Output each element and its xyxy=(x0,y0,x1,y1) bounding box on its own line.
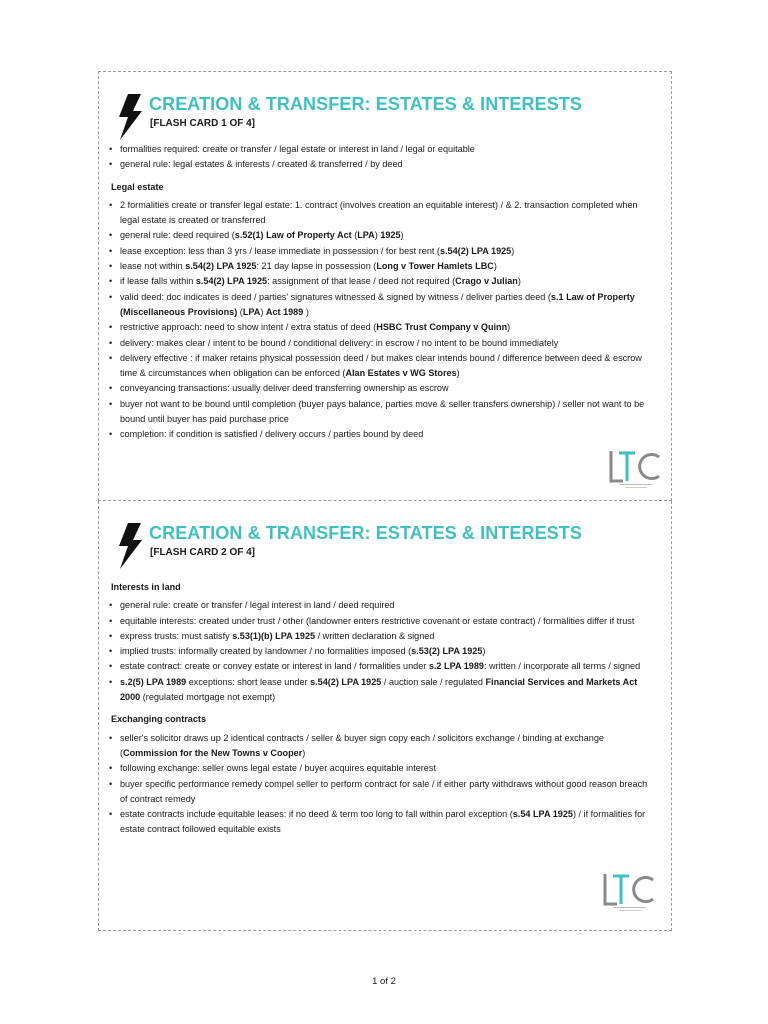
ltc-logo xyxy=(608,449,664,491)
bullet-text: ) xyxy=(493,261,497,272)
bullet-text: : written / incorporate all terms / signed xyxy=(483,661,641,672)
bullet-text: express trusts: must satisfy xyxy=(120,630,233,641)
bullet-text: ) xyxy=(260,306,266,317)
citation-text: Crago v Julian xyxy=(455,276,518,287)
citation-text: s.54(2) LPA 1925 xyxy=(439,245,512,256)
card-subtitle: [FLASH CARD 1 OF 4] xyxy=(150,118,255,129)
bullet-text: (regulated mortgage not exempt) xyxy=(140,692,276,703)
bullet-item xyxy=(109,290,657,321)
citation-text: LPA xyxy=(242,306,261,317)
card-title: CREATION & TRANSFER: ESTATES & INTERESTS xyxy=(149,94,583,114)
bullet-item xyxy=(109,614,657,629)
bullet-text: general rule: legal estates & interests / created & transferred / by deed xyxy=(120,159,403,170)
citation-text: s.2(5) LPA 1989 xyxy=(120,676,187,687)
citation-text: HSBC Trust Company v Quinn xyxy=(376,322,508,333)
bullet-text: ( xyxy=(237,306,243,317)
bullet-text: delivery: makes clear / intent to be bound / conditional delivery: in escrow / no intent to be bound immediately xyxy=(120,337,559,348)
bullet-text: / written declaration & signed xyxy=(315,630,435,641)
bullet-text: completion: if condition is satisfied / delivery occurs / parties bound by deed xyxy=(120,429,424,440)
bullet-text: equitable interests: created under trust / other (landowner enters restrictive covenant or estate contract) / formalities differ if trust xyxy=(120,615,635,626)
page-number: 1 of 2 xyxy=(372,976,396,987)
bullet-text: buyer not want to be bound until completion (buyer pays balance, parties move & seller transfers ownership) / seller not want to be bound until buyer has paid purchase price xyxy=(120,398,645,425)
bullet-text: general rule: create or transfer / legal interest in land / deed required xyxy=(120,600,395,611)
bullet-item xyxy=(109,427,657,442)
bullet-text: ) xyxy=(507,322,511,333)
lightning-bolt-icon xyxy=(117,94,145,140)
citation-text: Commission for the New Towns v Cooper xyxy=(123,747,303,758)
card-title: CREATION & TRANSFER: ESTATES & INTERESTS xyxy=(149,523,583,543)
bullet-list xyxy=(109,598,657,705)
bullet-item xyxy=(109,807,657,838)
citation-text: Long v Tower Hamlets LBC xyxy=(376,261,494,272)
bullet-text: valid deed: doc indicates is deed / parties' signatures witnessed & signed by witness / deliver parties deed ( xyxy=(120,291,551,302)
bullet-text: lease not within xyxy=(120,261,186,272)
bullet-item xyxy=(109,274,657,289)
bullet-item xyxy=(109,629,657,644)
bullet-item xyxy=(109,731,657,762)
ltc-logo xyxy=(602,872,658,914)
bullet-item xyxy=(109,777,657,808)
bullet-text: delivery effective : if maker retains physical possession deed / but makes clear intends bound / difference between deed & escrow time & circumstances when obligation can be enforced ( xyxy=(120,352,642,379)
bullet-text: / auction sale / regulated xyxy=(381,676,486,687)
bullet-text: estate contract: create or convey estate or interest in land / formalities under xyxy=(120,661,429,672)
bullet-text: ) xyxy=(482,646,486,657)
bullet-text: ) xyxy=(456,368,460,379)
bullet-item xyxy=(109,228,657,243)
bullet-item xyxy=(109,244,657,259)
citation-text: s.54(2) LPA 1925 xyxy=(195,276,268,287)
citation-text: LPA xyxy=(357,230,375,241)
flash-card-2 xyxy=(98,501,672,931)
bullet-text: ) xyxy=(517,276,521,287)
bullet-item xyxy=(109,761,657,776)
bullet-text: following exchange: seller owns legal estate / buyer acquires equitable interest xyxy=(120,763,436,774)
bullet-item xyxy=(109,157,657,172)
card-subtitle: [FLASH CARD 2 OF 4] xyxy=(150,547,255,558)
bullet-item xyxy=(109,659,657,674)
bullet-list xyxy=(109,731,657,838)
citation-text: s.54(2) LPA 1925 xyxy=(310,676,382,687)
lightning-bolt-icon xyxy=(117,523,145,569)
bullet-item xyxy=(109,142,657,157)
citation-text: Financial Services and Markets Act 2000 xyxy=(120,676,638,703)
bullet-text: ) xyxy=(374,230,381,241)
citation-text: 1925 xyxy=(380,230,401,241)
bullet-item xyxy=(109,675,657,706)
bullet-text: buyer specific performance remedy compel seller to perform contract for sale / if either party withdraws without good reason breach of contract remedy xyxy=(120,778,648,804)
bullet-item xyxy=(109,644,657,659)
bullet-item xyxy=(109,381,657,396)
bullet-text: formalities required: create or transfer / legal estate or interest in land / legal or equitable xyxy=(120,144,475,154)
bullet-text: ) xyxy=(303,306,309,317)
citation-text: s.2 LPA 1989 xyxy=(428,661,484,672)
bullet-text: estate contracts include equitable leases: if no deed & term too long to fall within parol exception ( xyxy=(120,809,513,820)
bullet-text: general rule: deed required ( xyxy=(120,230,235,241)
bullet-text: ) xyxy=(302,747,306,758)
bullet-text: implied trusts: informally created by landowner / no formalities imposed ( xyxy=(120,646,412,657)
bullet-text: ) xyxy=(400,230,404,241)
citation-text: Alan Estates v WG Stores xyxy=(345,368,457,379)
bullet-text: : assignment of that lease / deed not required ( xyxy=(267,276,456,287)
bullet-text: if lease falls within xyxy=(120,276,196,287)
bullet-text: ) xyxy=(511,245,515,256)
bullet-item xyxy=(109,351,657,382)
card-body xyxy=(109,573,657,838)
bullet-list xyxy=(109,198,657,443)
card-body xyxy=(109,142,657,443)
citation-text: s.52(1) Law of Property Act xyxy=(234,230,352,241)
bullet-item xyxy=(109,397,657,428)
citation-text: s.53(2) LPA 1925 xyxy=(411,646,483,657)
bullet-text: ( xyxy=(351,230,358,241)
bullet-text: : 21 day lapse in possession ( xyxy=(256,261,377,272)
flash-card-1 xyxy=(98,71,672,501)
bullet-item xyxy=(109,198,657,229)
section-heading: Legal estate xyxy=(111,181,164,192)
bullet-item xyxy=(109,320,657,335)
citation-text: s.54(2) LPA 1925 xyxy=(185,261,257,272)
section-heading: Exchanging contracts xyxy=(111,714,207,725)
bullet-text: lease exception: less than 3 yrs / lease immediate in possession / for best rent ( xyxy=(120,245,440,256)
bullet-text: 2 formalities create or transfer legal estate: 1. contract (involves creation an equitable interest) / & 2. transaction completed when legal estate is created or transferred xyxy=(120,199,638,226)
section-heading: Interests in land xyxy=(111,582,181,592)
bullet-item xyxy=(109,598,657,613)
citation-text: Act 1989 xyxy=(265,306,304,317)
citation-text: s.54 LPA 1925 xyxy=(512,809,573,820)
bullet-text: ) / if formalities for estate contract followed equitable exists xyxy=(120,809,646,835)
bullet-text: seller's solicitor draws up 2 identical contracts / seller & buyer sign copy each / solicitors exchange / binding at exchange ( xyxy=(120,732,604,758)
bullet-item xyxy=(109,259,657,274)
bullet-item xyxy=(109,336,657,351)
citation-text: s.1 Law of Property (Miscellaneous Provisions) xyxy=(120,291,635,317)
bullet-list xyxy=(109,142,657,173)
citation-text: s.53(1)(b) LPA 1925 xyxy=(232,630,316,641)
bullet-text: exceptions: short lease under xyxy=(186,676,311,687)
bullet-text: restrictive approach: need to show intent / extra status of deed ( xyxy=(120,322,377,333)
bullet-text: conveyancing transactions: usually deliver deed transferring ownership as escrow xyxy=(120,383,449,394)
